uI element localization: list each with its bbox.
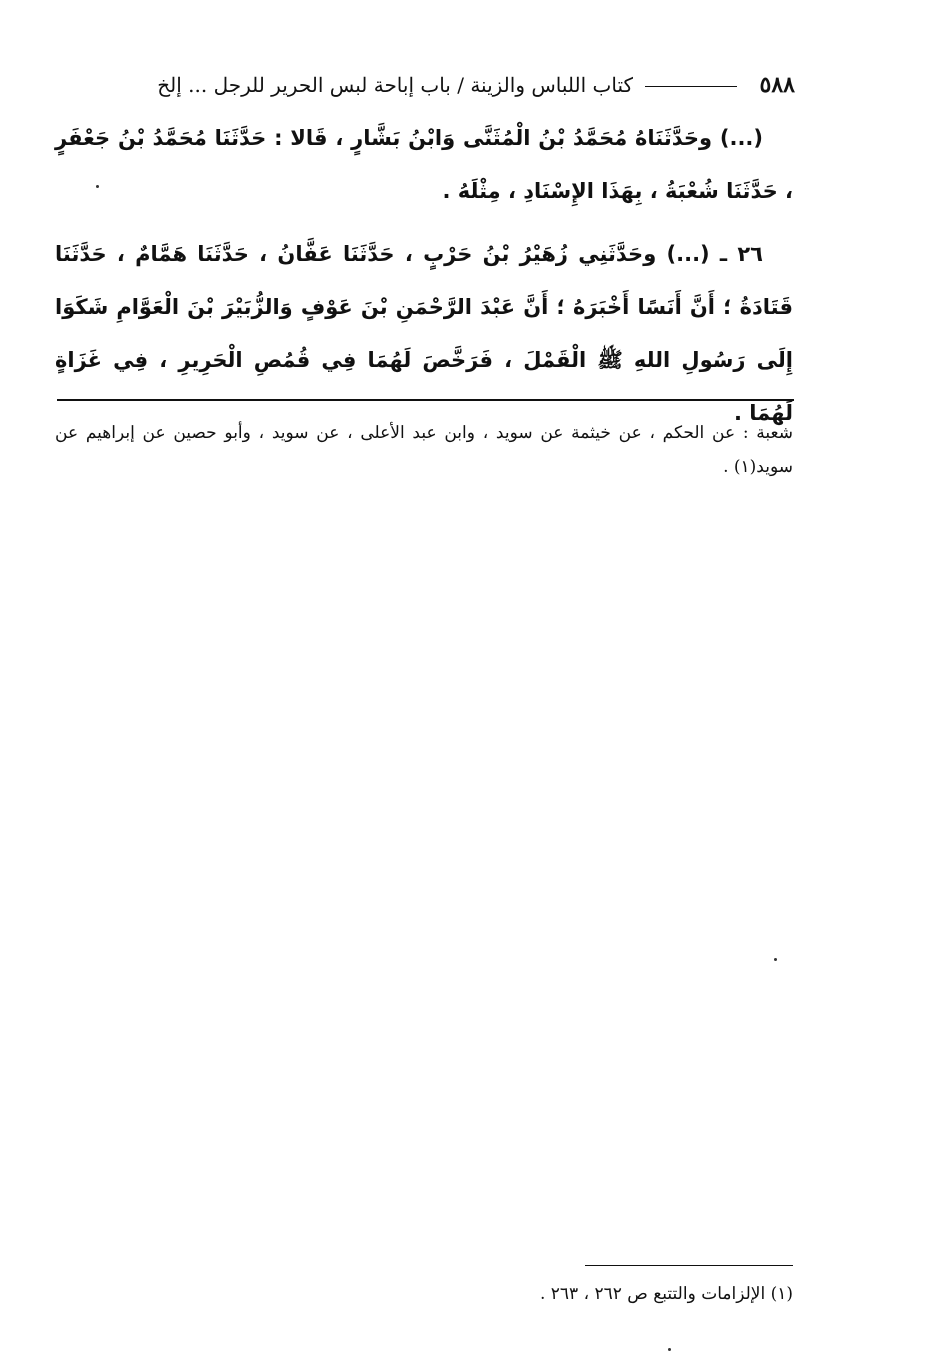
header-rule xyxy=(645,86,737,87)
scan-speck xyxy=(774,958,777,961)
running-title: كتاب اللباس والزينة / باب إباحة لبس الحرير للرجل ... إلخ xyxy=(157,73,633,97)
hadith-paragraph: ٢٦ ـ (...) وحَدَّثَنِي زُهَيْرُ بْنُ حَرْبٍ ، حَدَّثَنَا عَفَّانُ ، حَدَّثَنَا هَمَّامٌ ، حَدَّثَنَا قَتَادَةُ ؛ أَنَّ أَنَسًا أَخْبَرَهُ ؛ أَنَّ عَبْدَ الرَّحْمَنِ بْنَ عَوْفٍ وَالزُّبَيْرَ بْنَ الْعَوَّامِ شَكَوَا إِلَى رَسُولِ اللهِ ﷺ الْقَمْلَ ، فَرَخَّصَ لَهُمَا فِي قُمُصِ الْحَرِيرِ ، فِي غَزَاةٍ لَهُمَا . xyxy=(55,242,793,425)
scan-speck xyxy=(668,1348,671,1351)
hadith-text xyxy=(55,112,793,440)
footnote-text: (١) الإلزامات والتتبع ص ٢٦٢ ، ٢٦٣ . xyxy=(539,1284,793,1304)
running-header xyxy=(55,70,795,104)
page-number: ٥٨٨ xyxy=(759,72,795,98)
commentary-divider xyxy=(57,399,794,401)
hadith-paragraph: (...) وحَدَّثَنَاهُ مُحَمَّدُ بْنُ الْمُثَنَّى وَابْنُ بَشَّارٍ ، قَالا : حَدَّثَنَا مُحَمَّدُ بْنُ جَعْفَرٍ ، حَدَّثَنَا شُعْبَةُ ، بِهَذَا الإِسْنَادِ ، مِثْلَهُ . xyxy=(55,126,793,203)
scan-speck xyxy=(96,185,99,188)
commentary-text: شعبة : عن الحكم ، عن خيثمة عن سويد ، وابن عبد الأعلى ، عن سويد ، وأبو حصين عن إبراهيم عن سويد(١) . xyxy=(55,423,793,477)
footnote-divider xyxy=(585,1265,793,1266)
